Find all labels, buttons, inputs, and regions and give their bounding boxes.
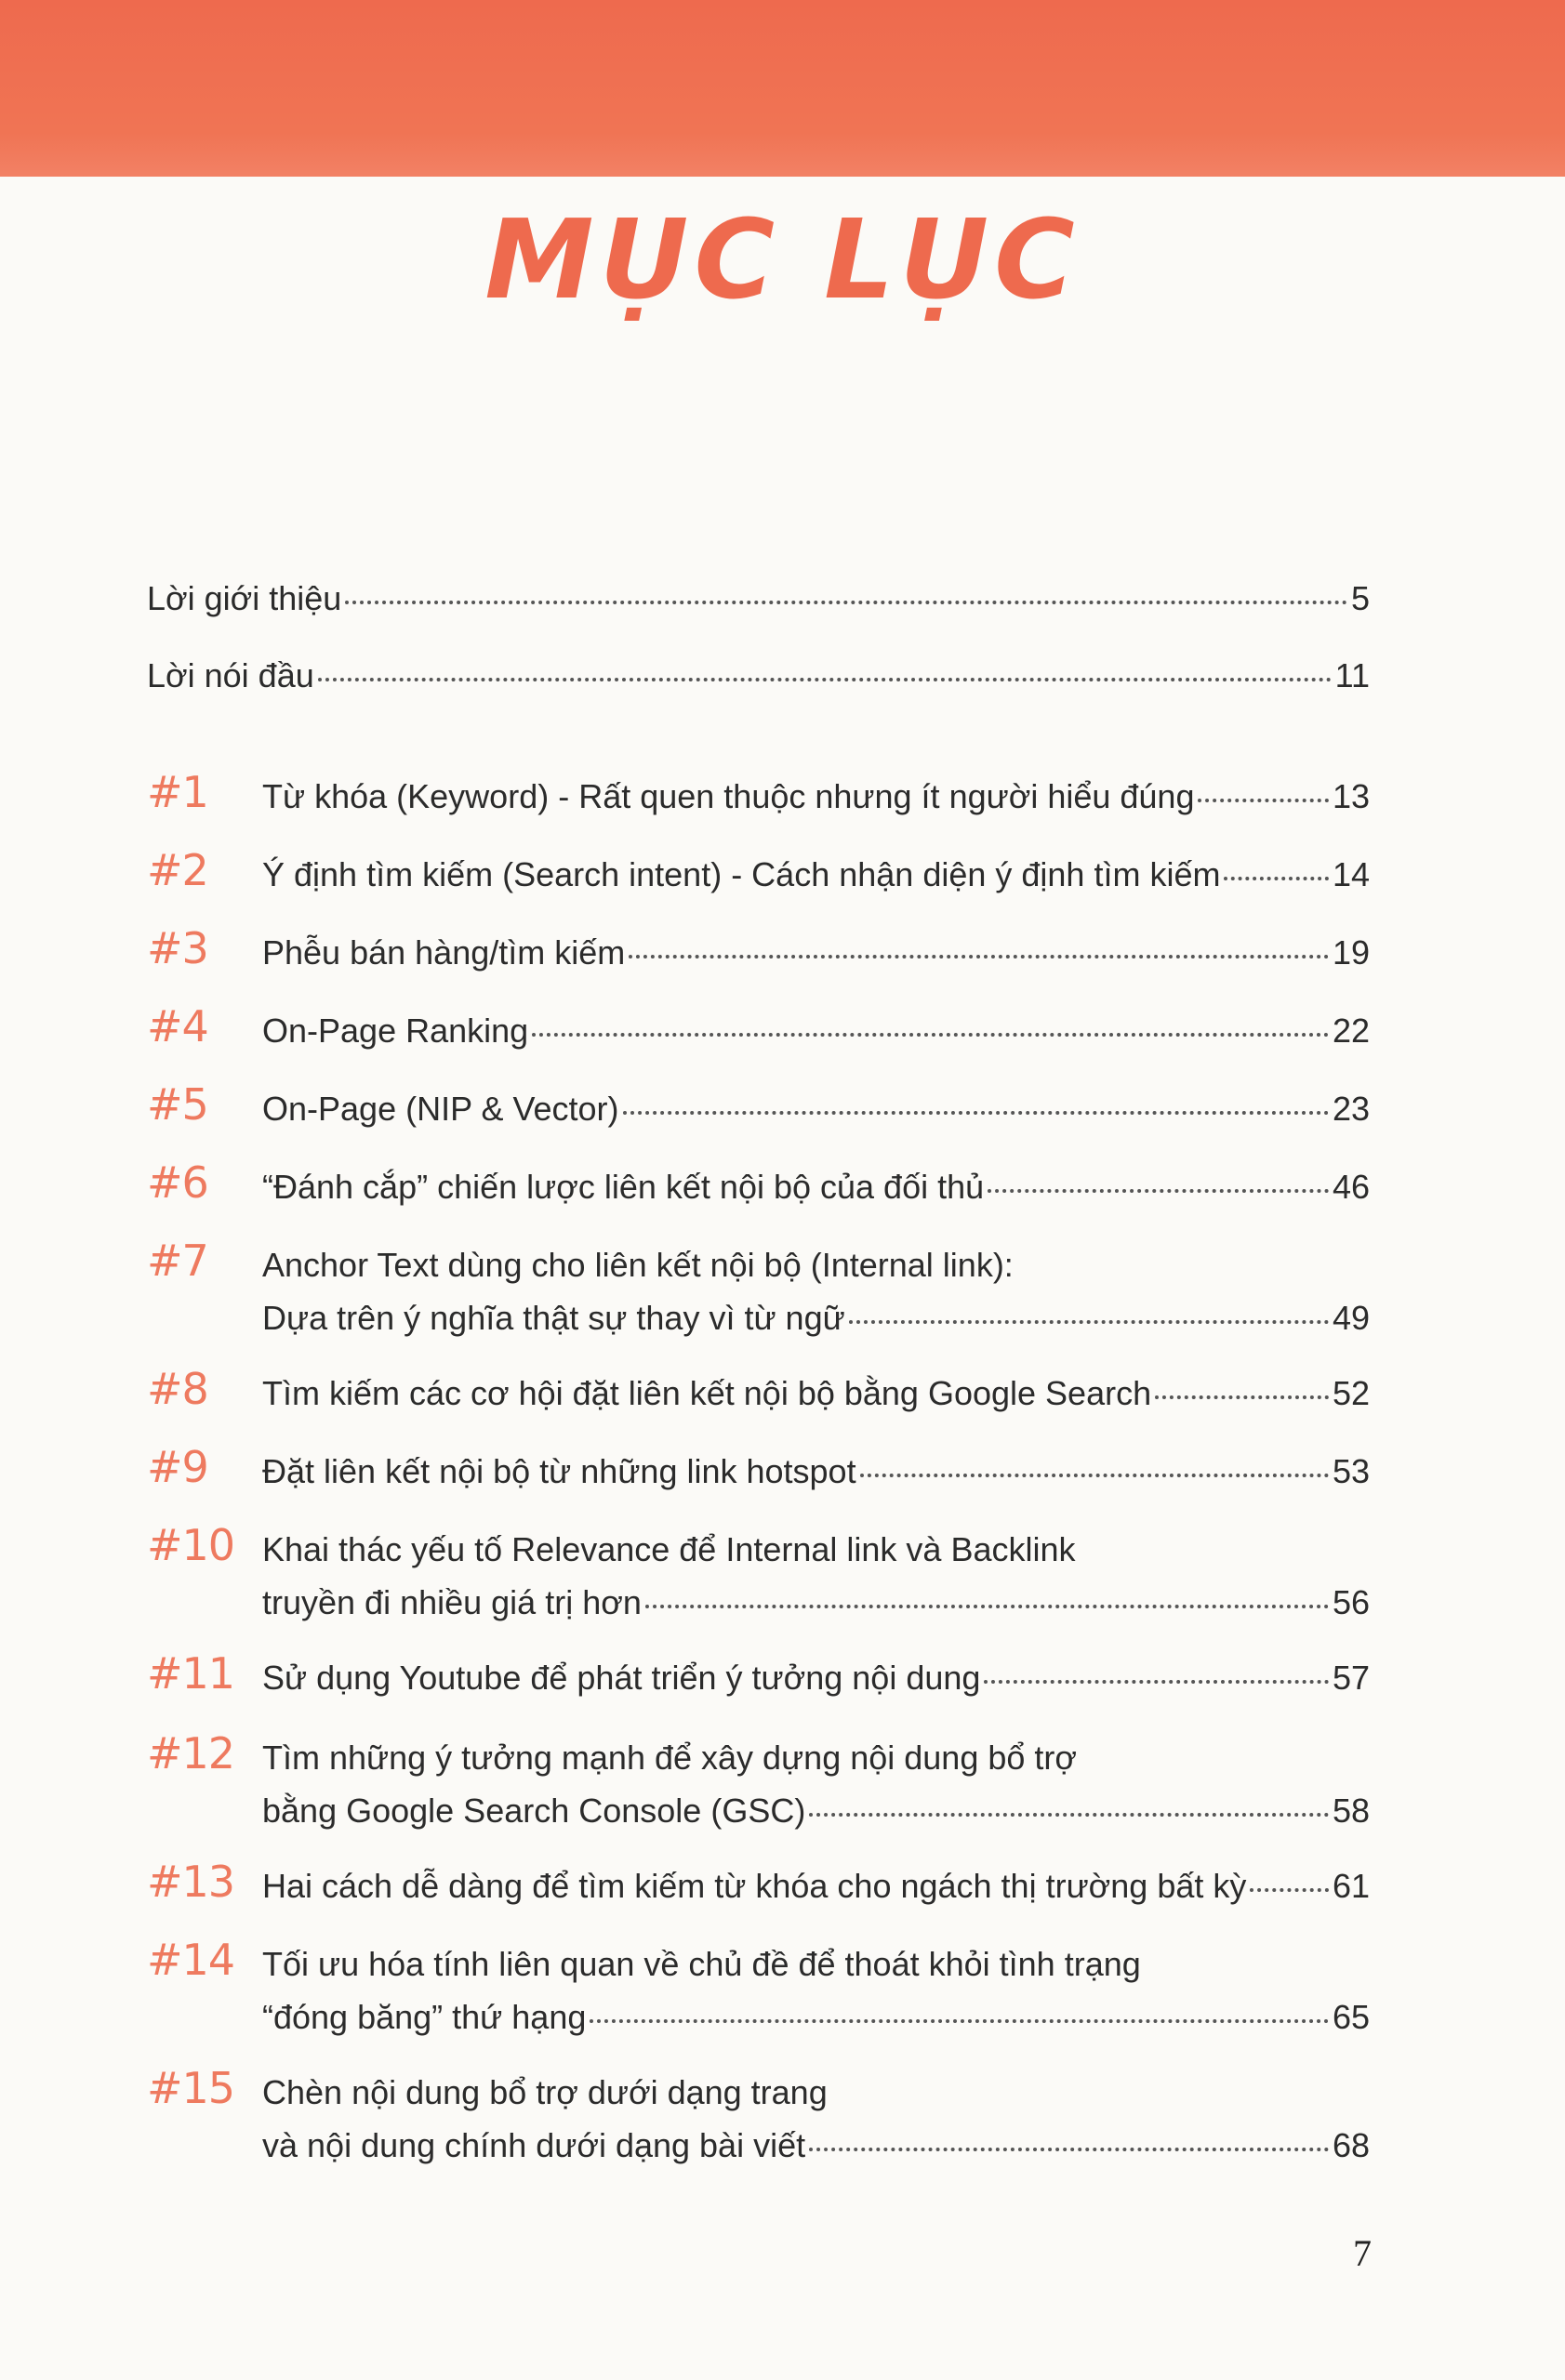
chapter-title-line-2: truyền đi nhiều giá trị hơn — [262, 1583, 642, 1621]
chapter-title: On-Page (NIP & Vector) — [262, 1090, 619, 1128]
leader-dots — [984, 1680, 1329, 1684]
leader-dots — [318, 678, 1332, 681]
leader-dots — [345, 601, 1347, 604]
toc-page-number: 22 — [1332, 1012, 1370, 1050]
chapter-title-line-1: Tìm những ý tưởng mạnh để xây dựng nội dung bổ trợ — [262, 1739, 1077, 1777]
page-number: 7 — [1353, 2232, 1372, 2274]
chapter-title-line-2: và nội dung chính dưới dạng bài viết — [262, 2126, 806, 2164]
leader-dots — [1198, 799, 1328, 802]
leader-dots — [1155, 1395, 1329, 1399]
chapter-title: Hai cách dễ dàng để tìm kiếm từ khóa cho ngách thị trường bất kỳ — [262, 1867, 1247, 1905]
chapter-number: #10 — [147, 1520, 235, 1570]
toc-chapter-10[interactable] — [147, 1520, 1370, 1629]
toc-page-number: 61 — [1332, 1867, 1370, 1905]
leader-dots — [849, 1320, 1329, 1324]
toc-chapter-8[interactable] — [147, 1364, 1370, 1420]
chapter-number: #9 — [147, 1442, 208, 1492]
toc-chapter-9[interactable] — [147, 1442, 1370, 1498]
leader-dots — [860, 1474, 1329, 1477]
leader-dots — [809, 1813, 1329, 1817]
toc-page-number: 49 — [1332, 1299, 1370, 1337]
chapter-title: On-Page Ranking — [262, 1012, 529, 1050]
toc-chapter-12[interactable] — [147, 1728, 1370, 1837]
toc-chapter-4[interactable] — [147, 1001, 1370, 1057]
toc-page-number: 65 — [1332, 1998, 1370, 2036]
toc-page-number: 56 — [1332, 1583, 1370, 1621]
chapter-title-line-1: Khai thác yếu tố Relevance để Internal link và Backlink — [262, 1530, 1076, 1568]
chapter-title: Tìm kiếm các cơ hội đặt liên kết nội bộ bằng Google Search — [262, 1374, 1152, 1412]
toc-page-number: 11 — [1334, 656, 1370, 694]
chapter-title-line-1: Tối ưu hóa tính liên quan về chủ đề để thoát khỏi tình trạng — [262, 1945, 1141, 1983]
toc-page-number: 52 — [1332, 1374, 1370, 1412]
chapter-number: #5 — [147, 1079, 208, 1130]
toc-chapter-5[interactable] — [147, 1079, 1370, 1135]
leader-dots — [1250, 1888, 1329, 1892]
toc-page-number: 53 — [1332, 1452, 1370, 1490]
leader-dots — [809, 2148, 1329, 2151]
toc-page-number: 23 — [1332, 1090, 1370, 1128]
toc-chapter-2[interactable] — [147, 845, 1370, 901]
chapter-title: Phễu bán hàng/tìm kiếm — [262, 933, 626, 972]
chapter-title: Đặt liên kết nội bộ từ những link hotspot — [262, 1452, 856, 1490]
toc-chapter-14[interactable] — [147, 1937, 1370, 2043]
chapter-number: #4 — [147, 1001, 208, 1051]
chapter-number: #12 — [147, 1728, 235, 1778]
chapter-title: “Đánh cắp” chiến lược liên kết nội bộ của đối thủ — [262, 1168, 985, 1206]
toc-page-number: 19 — [1332, 933, 1370, 972]
leader-dots — [623, 1111, 1329, 1115]
chapter-number: #3 — [147, 923, 208, 973]
page-title: MỤC LỤC — [484, 195, 1081, 324]
chapter-title: Sử dụng Youtube để phát triển ý tưởng nội dung — [262, 1659, 981, 1697]
toc-chapter-6[interactable] — [147, 1157, 1370, 1213]
toc-page-number: 68 — [1332, 2126, 1370, 2164]
toc-page-number: 57 — [1332, 1659, 1370, 1697]
toc-page-number: 14 — [1332, 855, 1370, 893]
chapter-number: #14 — [147, 1935, 235, 1985]
chapter-title-line-1: Chèn nội dung bổ trợ dưới dạng trang — [262, 2073, 828, 2111]
chapter-title-line-2: bằng Google Search Console (GSC) — [262, 1792, 806, 1830]
chapter-title-line-2: “đóng băng” thứ hạng — [262, 1998, 587, 2036]
toc-chapter-13[interactable] — [147, 1859, 1370, 1912]
toc-page-number: 58 — [1332, 1792, 1370, 1830]
toc-entry-preface[interactable] — [147, 649, 1370, 702]
chapter-number: #1 — [147, 767, 208, 817]
leader-dots — [645, 1605, 1329, 1608]
toc-chapter-7[interactable] — [147, 1238, 1370, 1344]
chapter-number: #8 — [147, 1364, 208, 1414]
toc-entry-label: Lời nói đầu — [147, 656, 314, 694]
chapter-title: Ý định tìm kiếm (Search intent) - Cách nhận diện ý định tìm kiếm — [262, 855, 1221, 893]
toc-entry-introduction[interactable] — [147, 572, 1370, 625]
chapter-title: Từ khóa (Keyword) - Rất quen thuộc nhưng ít người hiểu đúng — [262, 777, 1195, 815]
chapter-title-line-2: Dựa trên ý nghĩa thật sự thay vì từ ngữ — [262, 1299, 845, 1337]
leader-dots — [590, 2019, 1329, 2023]
leader-dots — [988, 1189, 1329, 1193]
leader-dots — [1224, 877, 1329, 880]
chapter-title-line-1: Anchor Text dùng cho liên kết nội bộ (Internal link): — [262, 1246, 1014, 1284]
toc-page-number: 5 — [1350, 579, 1370, 617]
chapter-number: #15 — [147, 2063, 235, 2113]
toc-entry-label: Lời giới thiệu — [147, 579, 342, 617]
chapter-number: #11 — [147, 1648, 235, 1699]
toc-chapter-15[interactable] — [147, 2063, 1370, 2172]
chapter-number: #6 — [147, 1157, 208, 1208]
leader-dots — [532, 1033, 1329, 1037]
toc-chapter-3[interactable] — [147, 923, 1370, 979]
chapter-number: #2 — [147, 845, 208, 895]
leader-dots — [629, 955, 1329, 959]
toc-chapter-11[interactable] — [147, 1648, 1370, 1704]
chapter-number: #7 — [147, 1236, 208, 1286]
toc-page-number: 46 — [1332, 1168, 1370, 1206]
chapter-number: #13 — [147, 1857, 235, 1907]
toc-chapter-1[interactable] — [147, 767, 1370, 823]
toc-page-number: 13 — [1332, 777, 1370, 815]
